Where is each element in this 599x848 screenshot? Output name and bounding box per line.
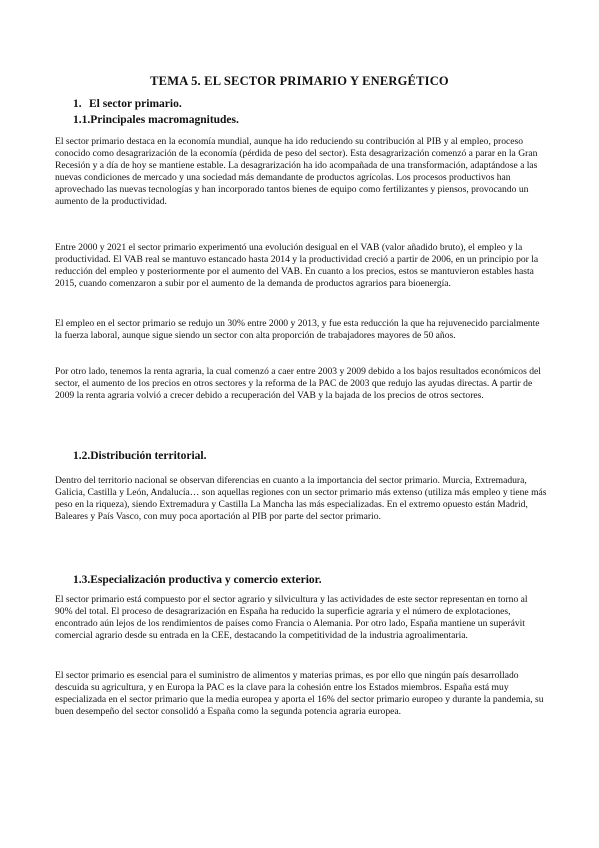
paragraph-1-3-b: El sector primario es esencial para el suministro de alimentos y materias primas, es por ello que ningún país desarrollado descuida su agricultura, y en Europa la PAC es la clave para la cohesión entre los Estados miembros. España está muy especializada en el sector primario que la media europea y aporta el 16% del sector primario europeo y durante la pandemia, su buen desempeño del sector consolidó a España como la segunda potencia agraria europea. <box>55 670 544 718</box>
section-1-heading <box>73 98 182 110</box>
subsection-1-1-heading: 1.1.Principales macromagnitudes. <box>73 114 239 126</box>
section-1-title: El sector primario. <box>89 98 182 110</box>
section-1-number: 1. <box>73 98 82 110</box>
document-title: TEMA 5. EL SECTOR PRIMARIO Y ENERGÉTICO <box>150 74 449 88</box>
paragraph-1-1-a: El sector primario destaca en la economía mundial, aunque ha ido reduciendo su contribución al PIB y al empleo, proceso conocido como desagrarización de la economía (pérdida de peso del sector). Esta desagrarización comenzó a parar en la Gran Recesión y a día de hoy se mantiene estable. La desagrarización ha ido acompañada de una transformación, adaptándose a las nuevas condiciones de mercado y una sociedad más demandante de productos agrícolas. Los procesos productivos han aprovechado las nuevas tecnologías y han incorporado tantos bienes de equipo como fertilizantes y piensos, provocando un aumento de la productividad. <box>55 136 538 208</box>
paragraph-1-1-b: Entre 2000 y 2021 el sector primario experimentó una evolución desigual en el VAB (valor añadido bruto), el empleo y la productividad. El VAB real se mantuvo estancado hasta 2014 y la productividad creció a partir de 2006, en un principio por la reducción del empleo y posteriormente por el aumento del VAB. En cuanto a los precios, estos se mantuvieron estables hasta 2015, cuando comenzaron a subir por el aumento de la demanda de productos agrarios para bioenergía. <box>55 242 539 290</box>
subsection-1-2-heading: 1.2.Distribución territorial. <box>73 450 207 462</box>
subsection-1-3-heading: 1.3.Especialización productiva y comercio exterior. <box>73 574 322 586</box>
paragraph-1-1-c: El empleo en el sector primario se redujo un 30% entre 2000 y 2013, y fue esta reducción la que ha rejuvenecido parcialmente la fuerza laboral, aunque sigue siendo un sector con alta proporción de trabajadores mayores de 50 años. <box>55 318 540 342</box>
paragraph-1-3-a: El sector primario está compuesto por el sector agrario y silvicultura y las actividades de este sector representan en torno al 90% del total. El proceso de desagrarización en España ha reducido la superficie agraria y el número de explotaciones, encontrado aún lejos de los rendimientos de países como Francia o Alemania. Por otro lado, España mantiene un superávit comercial agrario desde su entrada en la CEE, destacando la competitividad de la industria agroalimentaria. <box>55 594 528 642</box>
paragraph-1-2-a: Dentro del territorio nacional se observan diferencias en cuanto a la importancia del sector primario. Murcia, Extremadura, Galicia, Castilla y León, Andalucía… son aquellas regiones con un sector primario más extenso (utiliza más empleo y tiene más peso en la riqueza), siendo Extremadura y Castilla La Mancha las más especializadas. En el extremo opuesto están Madrid, Baleares y País Vasco, con muy poca aportación al PIB por parte del sector primario. <box>55 475 547 523</box>
paragraph-1-1-d: Por otro lado, tenemos la renta agraria, la cual comenzó a caer entre 2003 y 2009 debido a los bajos resultados económicos del sector, el aumento de los precios en otros sectores y la reforma de la PAC de 2003 que redujo las ayudas directas. A partir de 2009 la renta agraria volvió a crecer debido a recuperación del VAB y la bajada de los precios de otros sectores. <box>55 366 541 402</box>
